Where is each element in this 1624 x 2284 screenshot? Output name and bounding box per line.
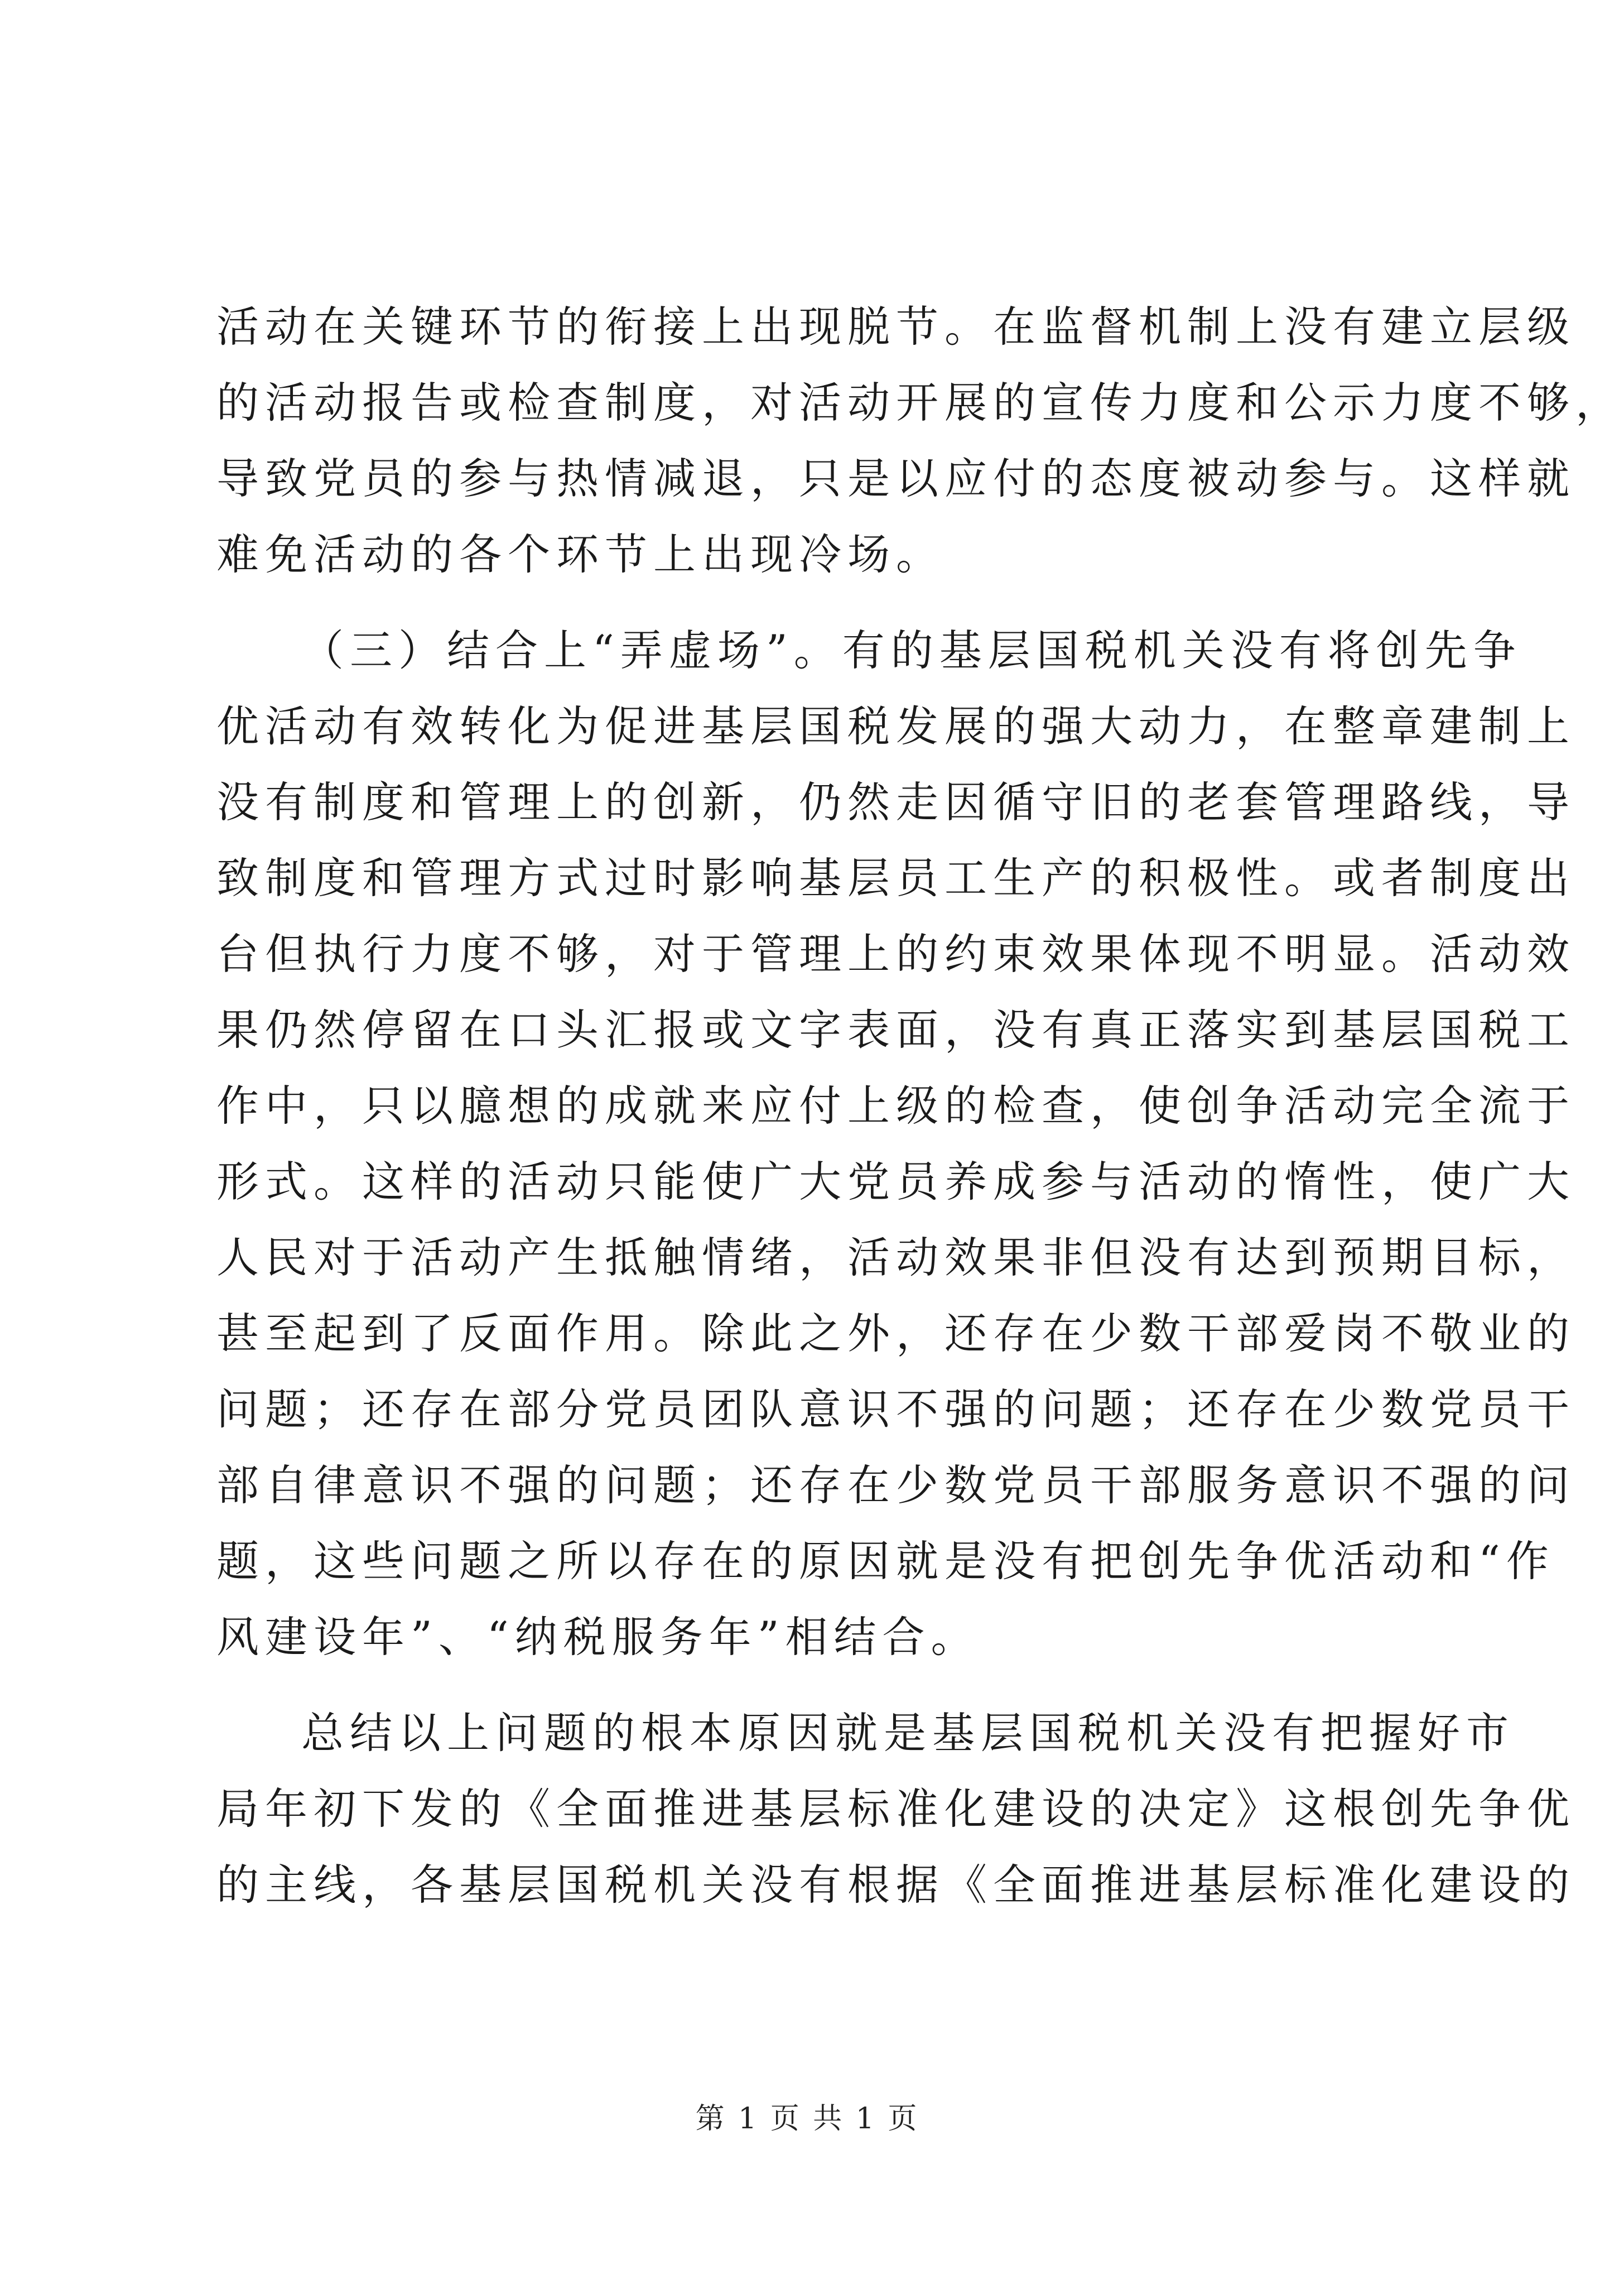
- body-text: [216, 289, 1624, 1923]
- text-line: 题，这些问题之所以存在的原因就是没有把创先争优活动和“作: [216, 1536, 1555, 1586]
- text-line: 优活动有效转化为促进基层国税发展的强大动力，在整章建制上: [216, 701, 1575, 751]
- text-line: 甚至起到了反面作用。除此之外，还存在少数干部爱岗不敬业的: [216, 1309, 1575, 1358]
- text-line: （三）结合上“弄虚场”。有的基层国税机关没有将创先争: [301, 626, 1522, 675]
- text-line: 台但执行力度不够，对于管理上的约束效果体现不明显。活动效: [216, 929, 1575, 979]
- text-line: 致制度和管理方式过时影响基层员工生产的积极性。或者制度出: [216, 853, 1575, 903]
- paragraph: [216, 289, 1624, 593]
- text-line: 局年初下发的《全面推进基层标准化建设的决定》这根创先争优: [216, 1784, 1575, 1834]
- paragraph: [216, 1695, 1575, 1923]
- text-line: 形式。这样的活动只能使广大党员养成参与活动的惰性，使广大: [216, 1157, 1575, 1206]
- text-line: 果仍然停留在口头汇报或文字表面，没有真正落实到基层国税工: [216, 1005, 1575, 1055]
- paragraph: [216, 613, 1575, 1675]
- text-line: 的活动报告或检查制度，对活动开展的宣传力度和公示力度不够，: [216, 378, 1624, 427]
- text-line: 总结以上问题的根本原因就是基层国税机关没有把握好市: [301, 1708, 1515, 1758]
- text-line: 难免活动的各个环节上出现冷场。: [216, 530, 944, 579]
- text-line: 作中，只以臆想的成就来应付上级的检查，使创争活动完全流于: [216, 1081, 1575, 1131]
- text-line: 问题；还存在部分党员团队意识不强的问题；还存在少数党员干: [216, 1384, 1575, 1434]
- text-line: 没有制度和管理上的创新，仍然走因循守旧的老套管理路线，导: [216, 777, 1575, 827]
- text-line: 部自律意识不强的问题；还存在少数党员干部服务意识不强的问: [216, 1460, 1575, 1510]
- text-line: 风建设年”、“纳税服务年”相结合。: [216, 1612, 980, 1662]
- text-line: 的主线，各基层国税机关没有根据《全面推进基层标准化建设的: [216, 1860, 1575, 1910]
- text-line: 人民对于活动产生抵触情绪，活动效果非但没有达到预期目标，: [216, 1233, 1575, 1282]
- text-line: 活动在关键环节的衔接上出现脱节。在监督机制上没有建立层级: [216, 302, 1575, 352]
- text-line: 导致党员的参与热情减退，只是以应付的态度被动参与。这样就: [216, 454, 1575, 503]
- page-number: 第 1 页 共 1 页: [695, 2102, 919, 2136]
